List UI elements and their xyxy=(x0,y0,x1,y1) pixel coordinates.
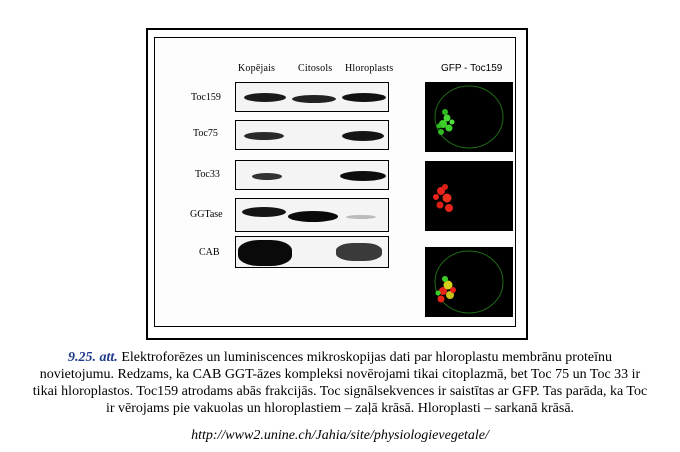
blot-band xyxy=(238,240,292,266)
column-label-chloroplast: Hloroplasts xyxy=(345,63,394,74)
blot-band xyxy=(252,173,282,180)
figure-reference: 9.25. att. xyxy=(68,350,118,365)
blot-band xyxy=(292,95,336,103)
row-label-toc33: Toc33 xyxy=(195,169,220,180)
caption-text: Elektroforēzes un luminiscences mikroskopijas dati par hloroplastu membrānu proteīnu novietojumu. Redzams, ka CAB GGT-āzes kompleksi novērojami tikai citoplazmā, bet Toc 75 un Toc 33 ir tikai hloroplastos. Toc159 atrodams abās frakcijās. Toc signālsekvences ir saistītas ar GFP. Tas parāda, ka Toc ir vērojams pie vakuolas un hloroplastiem – zaļā krāsā. Hloroplasti – sarkanā krāsā. xyxy=(32,350,648,416)
blot-band xyxy=(244,132,284,140)
merged-image xyxy=(425,247,513,317)
blot-band xyxy=(342,131,384,141)
column-label-cytosol: Citosols xyxy=(298,63,333,74)
column-label-total: Kopējais xyxy=(238,63,276,74)
row-label-ggtase: GGTase xyxy=(190,209,223,220)
blot-band xyxy=(244,93,286,102)
blot-toc33 xyxy=(235,160,389,190)
blot-band xyxy=(242,207,286,217)
microscopy-gfp-panel xyxy=(425,82,513,152)
microscopy-title: GFP - Toc159 xyxy=(441,63,503,74)
row-label-cab: CAB xyxy=(199,247,220,258)
figure-caption xyxy=(30,349,650,417)
microscopy-chloroplast-panel xyxy=(425,161,513,231)
blot-band xyxy=(288,211,338,222)
blot-band xyxy=(340,171,386,181)
row-label-toc75: Toc75 xyxy=(193,128,218,139)
chloroplast-image xyxy=(425,161,513,231)
gfp-cell-image xyxy=(425,82,513,152)
blot-band xyxy=(336,243,382,261)
row-label-toc159: Toc159 xyxy=(191,92,221,103)
blot-band xyxy=(342,93,386,102)
blot-toc159 xyxy=(235,82,389,112)
blot-toc75 xyxy=(235,120,389,150)
blot-band xyxy=(346,215,376,219)
blot-ggtase xyxy=(235,198,389,232)
microscopy-merge-panel xyxy=(425,247,513,317)
blot-cab xyxy=(235,236,389,268)
source-url[interactable]: http://www2.unine.ch/Jahia/site/physiologievegetale/ xyxy=(191,428,489,443)
